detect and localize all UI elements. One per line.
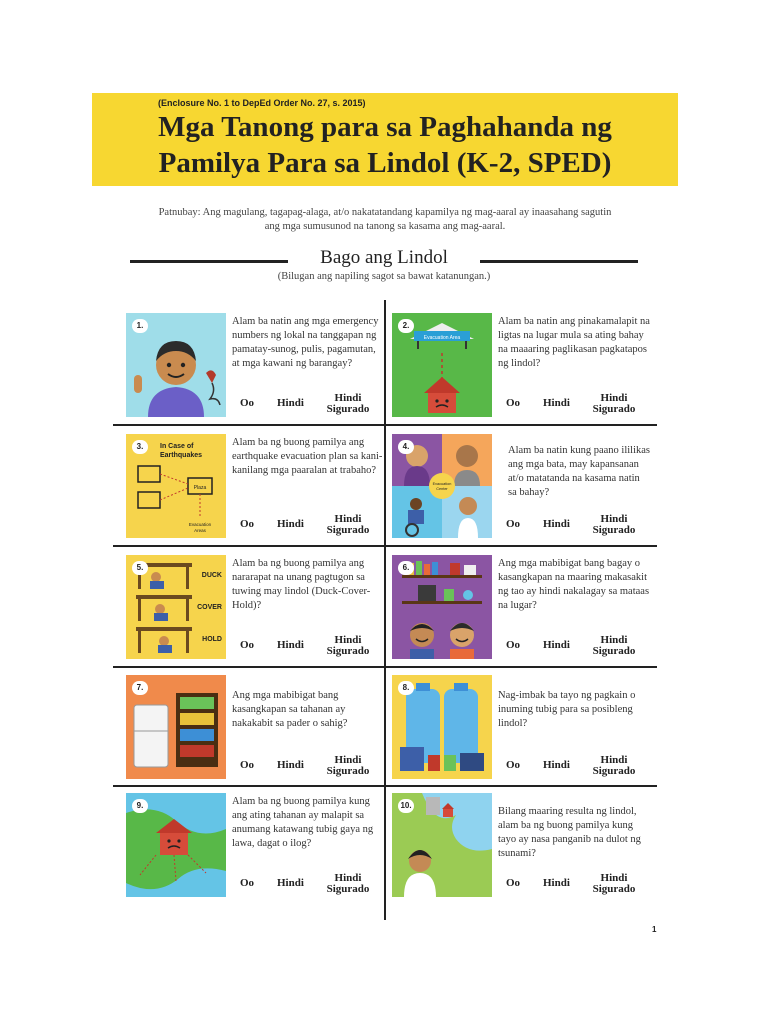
evacuation-center-label-1: Evacuation	[432, 482, 452, 486]
question-text: Bilang maaring resulta ng lindol, alam ba ng buong pamilya kung tayo ay nasa panganib na dulot ng tsunami?	[498, 806, 641, 859]
answer-hindi-sigurado[interactable]	[588, 755, 640, 777]
answer-oo[interactable]: Oo	[506, 759, 521, 771]
tsunami-illustration	[392, 793, 492, 897]
page-title	[92, 109, 678, 181]
answer-hindi-sigurado[interactable]	[322, 873, 374, 895]
question-number: 1.	[132, 319, 148, 333]
answer-label-line: Hindi	[334, 634, 362, 646]
answer-label-line: Hindi	[600, 634, 628, 646]
instructions-line-2: ang mga sumusunod na tanong sa kasama ang mag-aaral.	[264, 221, 506, 232]
answer-oo[interactable]: Oo	[240, 397, 255, 409]
title-banner	[92, 93, 678, 186]
plan-header-2: Earthquakes	[160, 452, 203, 459]
question-number: 9.	[132, 799, 148, 813]
house-near-water-illustration	[126, 793, 226, 897]
answer-hindi-sigurado[interactable]	[588, 393, 640, 415]
instructions-line-1: Patnubay: Ang magulang, tagapag-alaga, at/o nakatatandang kapamilya ng mag-aaral ay inaasahang sagutin	[158, 207, 612, 218]
page-number: 1	[652, 925, 657, 934]
question-card-3	[126, 434, 388, 550]
family-evacuation-illustration	[392, 434, 492, 538]
question-number: 2.	[398, 319, 414, 333]
question-card-10	[392, 793, 654, 909]
answer-hindi-sigurado[interactable]	[322, 635, 374, 657]
question-card-7	[126, 675, 388, 791]
answer-label-line: Sigurado	[592, 403, 636, 415]
question-text: Ang mga mabibigat bang bagay o kasangkapan na maaring makasakit ng tao ay hindi nakalagay sa mataas na lugar?	[498, 558, 650, 611]
section-rule-right	[480, 260, 638, 263]
evac-label-1: Evacuation	[188, 522, 212, 527]
question-number: 8.	[398, 681, 414, 695]
water-storage-illustration	[392, 675, 492, 779]
answer-oo[interactable]: Oo	[506, 397, 521, 409]
answer-label-line: Sigurado	[326, 524, 370, 536]
answer-oo[interactable]: Oo	[240, 877, 255, 889]
title-line-1: Mga Tanong para sa Paghahanda ng	[158, 111, 612, 143]
duck-cover-hold-illustration	[126, 555, 226, 659]
question-number: 5.	[132, 561, 148, 575]
answer-hindi[interactable]: Hindi	[277, 759, 304, 771]
question-text: Alam ba natin ang mga emergency numbers ng lokal na tanggapan ng pamatay-sunog, pulis, pagamutan, at mga kawani ng barangay?	[232, 316, 379, 369]
plan-header-1: In Case of	[160, 443, 194, 450]
answer-label-line: Hindi	[334, 754, 362, 766]
answer-hindi-sigurado[interactable]	[588, 635, 640, 657]
evac-label-2: Areas	[194, 528, 206, 533]
answer-hindi[interactable]: Hindi	[277, 397, 304, 409]
question-number: 7.	[132, 681, 148, 695]
question-text: Alam ba natin ang pinakamalapit na ligtas na lugar mula sa ating bahay na maaaring paglikasan pagkatapos ng lindol?	[498, 316, 650, 369]
question-text: Ang mga mabibigat bang kasangkapan sa tahanan ay nakakabit sa pader o sahig?	[232, 690, 348, 729]
question-number: 3.	[132, 440, 148, 454]
answer-hindi-sigurado[interactable]	[322, 755, 374, 777]
answer-label-line: Sigurado	[592, 765, 636, 777]
high-shelf-illustration	[392, 555, 492, 659]
answer-hindi[interactable]: Hindi	[277, 877, 304, 889]
phone-call-illustration	[126, 313, 226, 417]
answer-hindi[interactable]: Hindi	[277, 639, 304, 651]
question-text: Alam ba ng buong pamilya ang earthquake evacuation plan sa kani-kanilang mga paaralan at trabaho?	[232, 437, 383, 476]
evacuation-area-sign: Evacuation Area	[423, 335, 461, 341]
answer-oo[interactable]: Oo	[240, 759, 255, 771]
evacuation-plan-illustration	[126, 434, 226, 538]
answer-hindi-sigurado[interactable]	[588, 873, 640, 895]
answer-oo[interactable]: Oo	[240, 518, 255, 530]
hold-label: HOLD	[202, 636, 222, 643]
answer-oo[interactable]: Oo	[506, 877, 521, 889]
question-text: Alam ba natin kung paano ililikas ang mga bata, may kapansanan at/o matatanda na kasama natin sa bahay?	[508, 445, 651, 498]
answer-hindi[interactable]: Hindi	[543, 759, 570, 771]
question-number: 4.	[398, 440, 414, 454]
answer-hindi[interactable]: Hindi	[543, 518, 570, 530]
section-rule-left	[130, 260, 288, 263]
heavy-furniture-illustration	[126, 675, 226, 779]
section-subtitle: (Bilugan ang napiling sagot sa bawat katanungan.)	[277, 271, 491, 282]
answer-label-line: Sigurado	[592, 883, 636, 895]
answer-oo[interactable]: Oo	[240, 639, 255, 651]
instructions	[120, 206, 650, 234]
answer-label-line: Hindi	[334, 392, 362, 404]
question-number: 6.	[398, 561, 414, 575]
evacuation-center-label-2: Center	[436, 487, 448, 491]
section-title: Bago ang Lindol	[320, 247, 448, 268]
answer-label-line: Sigurado	[326, 645, 370, 657]
answer-label-line: Sigurado	[326, 403, 370, 415]
answer-hindi-sigurado[interactable]	[322, 393, 374, 415]
answer-hindi-sigurado[interactable]	[322, 514, 374, 536]
evacuation-area-illustration	[392, 313, 492, 417]
duck-label: DUCK	[201, 572, 222, 579]
answer-label-line: Hindi	[600, 754, 628, 766]
answer-label-line: Hindi	[600, 872, 628, 884]
question-text: Alam ba ng buong pamilya kung ang ating tahanan ay malapit sa anumang katawang tubig gaya ng lawa, dagat o ilog?	[232, 796, 374, 849]
answer-label-line: Hindi	[334, 872, 362, 884]
question-number: 10.	[398, 799, 414, 813]
answer-hindi[interactable]: Hindi	[543, 877, 570, 889]
enclosure-note: (Enclosure No. 1 to DepEd Order No. 27, s. 2015)	[158, 98, 366, 108]
answer-label-line: Sigurado	[592, 524, 636, 536]
question-card-4	[392, 434, 654, 550]
cover-label: COVER	[197, 604, 222, 611]
question-text: Alam ba ng buong pamilya ang nararapat na unang pagtugon sa tuwing may lindol (Duck-Cover-Hold)?	[232, 558, 371, 611]
question-text: Nag-imbak ba tayo ng pagkain o inuming tubig para sa posibleng lindol?	[498, 690, 636, 729]
answer-hindi[interactable]: Hindi	[277, 518, 304, 530]
question-card-5	[126, 555, 388, 671]
answer-label-line: Hindi	[334, 513, 362, 525]
answer-hindi-sigurado[interactable]	[588, 514, 640, 536]
answer-oo[interactable]: Oo	[506, 518, 521, 530]
question-card-2	[392, 313, 654, 429]
answer-label-line: Sigurado	[326, 765, 370, 777]
plaza-label: Plaza	[193, 485, 207, 491]
answer-label-line: Hindi	[600, 392, 628, 404]
answer-hindi[interactable]: Hindi	[543, 397, 570, 409]
answer-label-line: Sigurado	[326, 883, 370, 895]
question-card-9	[126, 793, 388, 909]
question-card-6	[392, 555, 654, 671]
answer-hindi[interactable]: Hindi	[543, 639, 570, 651]
question-card-1	[126, 313, 388, 429]
question-card-8	[392, 675, 654, 791]
answer-label-line: Hindi	[600, 513, 628, 525]
answer-label-line: Sigurado	[592, 645, 636, 657]
answer-oo[interactable]: Oo	[506, 639, 521, 651]
title-line-2: Pamilya Para sa Lindol (K-2, SPED)	[158, 147, 612, 179]
